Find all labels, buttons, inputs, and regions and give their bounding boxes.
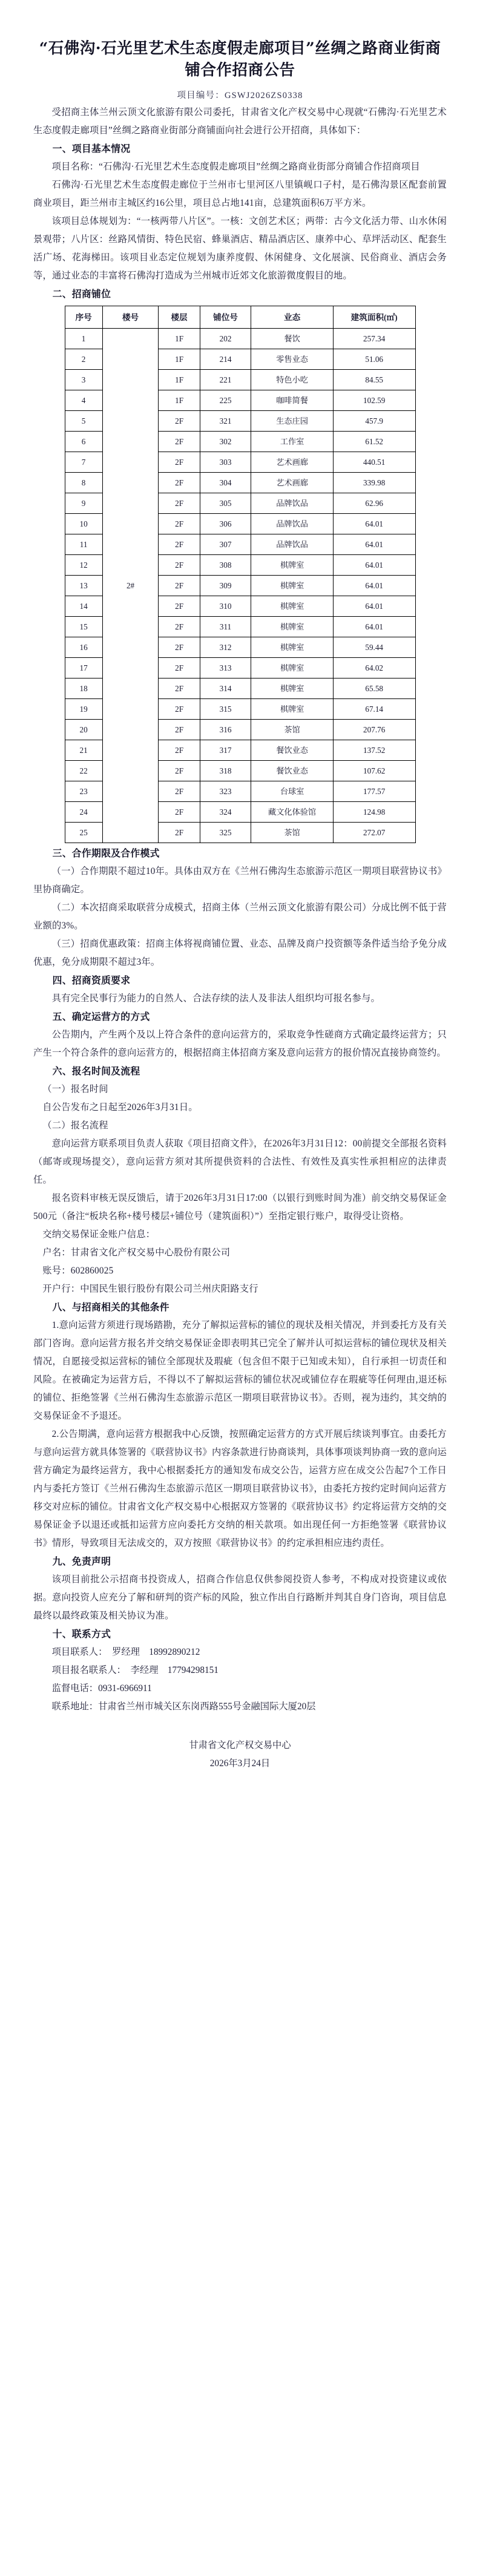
cell-floor: 2F: [159, 658, 200, 678]
cell-index: 22: [65, 761, 102, 781]
cell-index: 25: [65, 823, 102, 843]
cell-unit: 315: [200, 699, 251, 720]
intro-paragraph: 受招商主体兰州云顶文化旅游有限公司委托，甘肃省文化产权交易中心现就“石佛沟·石光里艺术生态度假走廊项目”丝绸之路商业街部分商铺面向社会进行公开招商，具体如下：: [33, 107, 447, 136]
cell-business: 咖啡简餐: [251, 390, 334, 411]
cell-area: 124.98: [333, 802, 415, 823]
section5-paragraph-1: 公告期内，产生两个及以上符合条件的意向运营方的，采取竞争性磋商方式确定最终运营方；只产生一个符合条件的意向运营方的，根据招商主体招商方案及意向运营方的报价情况直接协商签约。: [33, 1030, 447, 1058]
cell-index: 5: [65, 411, 102, 432]
cell-business: 台球室: [251, 781, 334, 802]
cell-floor: 1F: [159, 349, 200, 370]
cell-index: 23: [65, 781, 102, 802]
cell-floor: 2F: [159, 596, 200, 617]
section1-paragraph-2: 石佛沟·石光里艺术生态度假走廊位于兰州市七里河区八里镇岘口子村，是石佛沟景区配套前置商业项目，距兰州市主城区约16公里，项目总占地141亩，总建筑面积6万平方米。: [33, 180, 447, 208]
cell-floor: 2F: [159, 555, 200, 576]
table-row: [65, 329, 415, 349]
cell-business: 特色小吃: [251, 370, 334, 390]
cell-area: 51.06: [333, 349, 415, 370]
cell-area: 107.62: [333, 761, 415, 781]
cell-index: 10: [65, 514, 102, 534]
cell-floor: 1F: [159, 329, 200, 349]
cell-business: 棋牌室: [251, 637, 334, 658]
cell-index: 15: [65, 617, 102, 637]
cell-business: 藏文化体验馆: [251, 802, 334, 823]
table-header-business: 业态: [251, 306, 334, 329]
cell-floor: 2F: [159, 781, 200, 802]
shop-table-container: [33, 303, 447, 844]
cell-index: 1: [65, 329, 102, 349]
contact-row: 项目联系人： 罗经理 18992890212: [51, 1647, 200, 1657]
section6-sub-heading-2: （二）报名流程: [42, 1120, 108, 1131]
cell-area: 339.98: [333, 473, 415, 493]
project-code: 项目编号：GSWJ2026ZS0338: [177, 91, 303, 100]
bank-info-intro: 交纳交易保证金账户信息：: [42, 1229, 156, 1240]
section-heading-4: 四、招商资质要求: [52, 974, 131, 986]
cell-unit: 313: [200, 658, 251, 678]
cell-unit: 321: [200, 411, 251, 432]
cell-area: 65.58: [333, 678, 415, 699]
section1-paragraph-3: 该项目总体规划为：“一核两带八片区”。一核：文创艺术区；两带：古今文化活力带、山水休闲景观带；八片区：丝路风情街、特色民宿、蜂巢酒店、精品酒店区、康养中心、草坪活动区、配套生活广场、花海梯田。该项目业态定位规划为康养度假、休闲健身、文化展演、民俗商业、酒店会务等，通过业态的丰富将石佛沟打造成为兰州城市近郊文化旅游微度假目的地。: [33, 216, 447, 281]
section-heading-5: 五、确定运营方的方式: [52, 1011, 150, 1022]
cell-floor: 2F: [159, 720, 200, 740]
cell-area: 59.44: [333, 637, 415, 658]
cell-floor: 2F: [159, 514, 200, 534]
cell-unit: 317: [200, 740, 251, 761]
footer-date: 2026年3月24日: [209, 1758, 271, 1769]
cell-index: 18: [65, 678, 102, 699]
cell-area: 102.59: [333, 390, 415, 411]
cell-business: 棋牌室: [251, 596, 334, 617]
cell-unit: 303: [200, 452, 251, 473]
section-heading-2: 二、招商铺位: [52, 288, 111, 300]
cell-area: 61.52: [333, 432, 415, 452]
cell-floor: 1F: [159, 390, 200, 411]
section-heading-6: 六、报名时间及流程: [52, 1065, 140, 1077]
cell-business: 棋牌室: [251, 555, 334, 576]
cell-unit: 324: [200, 802, 251, 823]
cell-area: 64.02: [333, 658, 415, 678]
cell-area: 64.01: [333, 534, 415, 555]
cell-business: 棋牌室: [251, 658, 334, 678]
cell-unit: 306: [200, 514, 251, 534]
cell-unit: 318: [200, 761, 251, 781]
cell-index: 4: [65, 390, 102, 411]
contact-row: 联系地址：甘肃省兰州市城关区东岗西路555号金融国际大厦20层: [51, 1701, 316, 1712]
shop-listing-table: [65, 306, 416, 843]
table-header-row: [65, 306, 415, 329]
section3-paragraph-3: （三）招商优惠政策：招商主体将视商铺位置、业态、品牌及商户投资额等条件适当给予免分成优惠，免分成期限不超过3年。: [33, 939, 447, 967]
cell-area: 62.96: [333, 493, 415, 514]
cell-business: 餐饮: [251, 329, 334, 349]
cell-floor: 2F: [159, 452, 200, 473]
cell-floor: 2F: [159, 617, 200, 637]
cell-index: 20: [65, 720, 102, 740]
cell-floor: 2F: [159, 740, 200, 761]
cell-business: 茶馆: [251, 823, 334, 843]
section1-paragraph-1: 项目名称：“石佛沟·石光里艺术生态度假走廊项目”丝绸之路商业街部分商铺合作招商项目: [51, 162, 420, 172]
cell-unit: 214: [200, 349, 251, 370]
cell-unit: 310: [200, 596, 251, 617]
contact-row: 项目报名联系人： 李经理 17794298151: [51, 1665, 219, 1675]
cell-floor: 2F: [159, 802, 200, 823]
cell-unit: 314: [200, 678, 251, 699]
cell-unit: 316: [200, 720, 251, 740]
section-heading-3: 三、合作期限及合作模式: [52, 847, 160, 859]
cell-area: 137.52: [333, 740, 415, 761]
cell-index: 7: [65, 452, 102, 473]
cell-unit: 305: [200, 493, 251, 514]
section-heading-10: 十、联系方式: [52, 1628, 111, 1640]
cell-index: 2: [65, 349, 102, 370]
table-header-index: 序号: [65, 306, 102, 329]
cell-floor: 2F: [159, 473, 200, 493]
cell-area: 64.01: [333, 514, 415, 534]
cell-business: 生态庄园: [251, 411, 334, 432]
cell-index: 3: [65, 370, 102, 390]
bank-branch: 开户行：中国民生银行股份有限公司兰州庆阳路支行: [42, 1284, 258, 1294]
cell-floor: 2F: [159, 576, 200, 596]
cell-area: 67.14: [333, 699, 415, 720]
cell-index: 17: [65, 658, 102, 678]
section-heading-1: 一、项目基本情况: [52, 143, 131, 154]
section8-paragraph-1: 1.意向运营方须进行现场踏勘，充分了解拟运营标的铺位的现状及相关情况，并到委托方及有关部门咨询。意向运营方报名并交纳交易保证金即表明其已完全了解并认可拟运营标的铺位现状及相关情况，自愿接受拟运营标的铺位全部现状及瑕疵（包含但不限于已知或未知），自行承担一切责任和风险。在被确定为运营方后，不得以不了解拟运营标的铺位状况或铺位存在瑕疵等任何理由,退还标的铺位、拒绝签署《兰州石佛沟生态旅游示范区一期项目联营协议书》。否则，视为违约，其交纳的交易保证金不予退还。: [33, 1320, 447, 1421]
section6-deposit-instructions: 报名资料审核无误反馈后，请于2026年3月31日17:00（以银行到账时间为准）前交纳交易保证金500元（备注“板块名称+楼号楼层+铺位号（建筑面积）”）至指定银行账户，取得受让资格。: [33, 1193, 447, 1221]
cell-business: 零售业态: [251, 349, 334, 370]
cell-index: 13: [65, 576, 102, 596]
cell-building: 2#: [102, 329, 159, 843]
cell-area: 440.51: [333, 452, 415, 473]
cell-business: 餐饮业态: [251, 761, 334, 781]
cell-business: 棋牌室: [251, 617, 334, 637]
cell-index: 14: [65, 596, 102, 617]
cell-business: 棋牌室: [251, 576, 334, 596]
cell-index: 9: [65, 493, 102, 514]
cell-floor: 2F: [159, 493, 200, 514]
section-heading-8: 八、与招商相关的其他条件: [52, 1301, 169, 1313]
cell-area: 177.57: [333, 781, 415, 802]
table-header-area: 建筑面积(㎡): [333, 306, 415, 329]
cell-unit: 202: [200, 329, 251, 349]
cell-index: 21: [65, 740, 102, 761]
table-header-building: 楼号: [102, 306, 159, 329]
section3-paragraph-1: （一）合作期限不超过10年。具体由双方在《兰州石佛沟生态旅游示范区一期项目联营协议书》里协商确定。: [33, 866, 447, 895]
cell-index: 12: [65, 555, 102, 576]
table-body: [65, 329, 415, 843]
contact-row: 监督电话：0931-6966911: [51, 1683, 152, 1694]
cell-unit: 325: [200, 823, 251, 843]
cell-floor: 2F: [159, 823, 200, 843]
cell-unit: 309: [200, 576, 251, 596]
bank-account-number: 账号：602860025: [42, 1266, 114, 1276]
cell-floor: 2F: [159, 534, 200, 555]
section6-registration-process: 意向运营方联系项目负责人获取《项目招商文件》，在2026年3月31日12：00前提交全部报名资料（邮寄或现场提交），意向运营方须对其所提供资料的合法性、有效性及真实性承担相应的法律责任。: [33, 1138, 447, 1185]
section8-paragraph-2: 2.公告期满，意向运营方根据我中心反馈，按照确定运营方的方式开展后续谈判事宜。由委托方与意向运营方就具体签署的《联营协议书》内容条款进行协商谈判，具体事项谈判协商一致的意向运营方确定为最终运营方，我中心根据委托方的通知发布成交公告，运营方应在成交公告起7个工作日内与委托方签订《兰州石佛沟生态旅游示范区一期项目联营协议书》，由委托方按约定时间向运营方移交对应标的铺位。甘肃省文化产权交易中心根据双方签署的《联营协议书》约定将运营方交纳的交易保证金予以退还或抵扣运营方应向委托方交纳的相关款项。如出现任何一方拒绝签署《联营协议书》情形，导致项目无法成交的，双方按照《联营协议书》的约定承担相应违约责任。: [33, 1429, 447, 1548]
section-heading-9: 九、免责声明: [52, 1556, 111, 1567]
cell-business: 品牌饮品: [251, 493, 334, 514]
cell-floor: 2F: [159, 637, 200, 658]
section4-paragraph-1: 具有完全民事行为能力的自然人、合法存续的法人及非法人组织均可报名参与。: [51, 993, 380, 1004]
cell-index: 8: [65, 473, 102, 493]
bank-account-name: 户名：甘肃省文化产权交易中心股份有限公司: [42, 1247, 231, 1258]
table-header-floor: 楼层: [159, 306, 200, 329]
section9-paragraph-1: 该项目前批公示招商书投资成人，招商合作信息仅供参阅投资人参考，不构成对投资建议或依据。意向投资人应充分了解和研判的资产标的风险，独立作出自行路断并判其自身门咨询，项目信息最终以最终政策及相关协议为准。: [33, 1574, 447, 1621]
cell-unit: 221: [200, 370, 251, 390]
cell-business: 艺术画廊: [251, 473, 334, 493]
cell-floor: 2F: [159, 411, 200, 432]
page-title: “石佛沟·石光里艺术生态度假走廊项目”丝绸之路商业街商铺合作招商公告: [39, 39, 441, 79]
cell-area: 84.55: [333, 370, 415, 390]
cell-business: 餐饮业态: [251, 740, 334, 761]
cell-area: 272.07: [333, 823, 415, 843]
cell-index: 19: [65, 699, 102, 720]
section6-sub-heading-1: （一）报名时间: [42, 1084, 108, 1094]
cell-floor: 2F: [159, 432, 200, 452]
footer-organization: 甘肃省文化产权交易中心: [189, 1740, 291, 1750]
cell-area: 457.9: [333, 411, 415, 432]
table-header-unit: 铺位号: [200, 306, 251, 329]
cell-unit: 312: [200, 637, 251, 658]
section6-registration-deadline: 自公告发布之日起至2026年3月31日。: [42, 1102, 198, 1112]
cell-index: 24: [65, 802, 102, 823]
cell-index: 16: [65, 637, 102, 658]
document-footer: [33, 1736, 447, 1773]
cell-area: 207.76: [333, 720, 415, 740]
cell-unit: 307: [200, 534, 251, 555]
cell-floor: 1F: [159, 370, 200, 390]
cell-area: 257.34: [333, 329, 415, 349]
cell-area: 64.01: [333, 617, 415, 637]
table-head: [65, 306, 415, 329]
cell-unit: 323: [200, 781, 251, 802]
cell-unit: 308: [200, 555, 251, 576]
cell-index: 11: [65, 534, 102, 555]
cell-business: 棋牌室: [251, 699, 334, 720]
cell-area: 64.01: [333, 576, 415, 596]
cell-unit: 302: [200, 432, 251, 452]
cell-area: 64.01: [333, 596, 415, 617]
cell-business: 艺术画廊: [251, 452, 334, 473]
contact-list: [33, 1643, 447, 1716]
cell-floor: 2F: [159, 678, 200, 699]
cell-area: 64.01: [333, 555, 415, 576]
cell-business: 棋牌室: [251, 678, 334, 699]
cell-index: 6: [65, 432, 102, 452]
cell-floor: 2F: [159, 761, 200, 781]
cell-unit: 304: [200, 473, 251, 493]
cell-business: 茶馆: [251, 720, 334, 740]
section3-paragraph-2: （二）本次招商采取联营分成模式，招商主体（兰州云顶文化旅游有限公司）分成比例不低于营业额的3%。: [33, 902, 447, 931]
cell-business: 品牌饮品: [251, 534, 334, 555]
cell-business: 工作室: [251, 432, 334, 452]
cell-floor: 2F: [159, 699, 200, 720]
cell-unit: 225: [200, 390, 251, 411]
cell-unit: 311: [200, 617, 251, 637]
cell-business: 品牌饮品: [251, 514, 334, 534]
